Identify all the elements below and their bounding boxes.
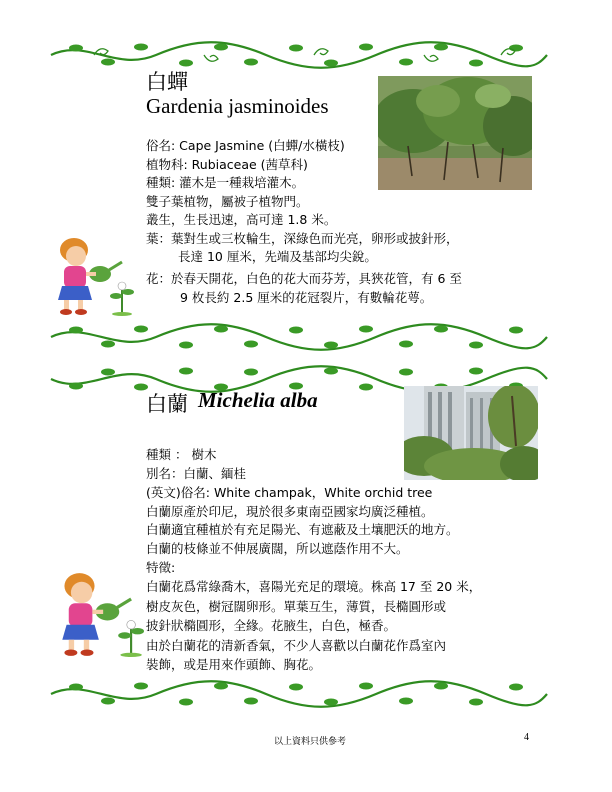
- section1-line-7: 長達 10 厘米，先端及基部均尖銳。: [178, 249, 377, 264]
- michelia-tree-photo: [404, 386, 538, 480]
- section2-line-9: 樹皮灰色，樹冠闊卵形。單葉互生，薄質，長橢圓形或: [146, 599, 447, 614]
- footer-note: 以上資料只供參考: [274, 737, 347, 747]
- section1-line-6: 葉：葉對生或三枚輪生，深綠色而光亮，卵形或披針形，: [146, 230, 459, 246]
- girl-watering-plant-illustration-2: [58, 570, 144, 658]
- section2-line-1: 種類 ： 樹木: [146, 447, 217, 462]
- section1-line-5: 叢生，生長迅速，高可達 1.8 米。: [146, 212, 337, 227]
- section2-line-8: 白蘭花爲常綠喬木，喜陽光充足的環境。株高 17 至 20 米，: [146, 579, 482, 594]
- section1-title-zh: 白蟬: [146, 70, 188, 94]
- section1-line-4: 雙子葉植物，屬被子植物門。: [146, 193, 309, 209]
- section2-title-latin: Michelia alba: [198, 388, 318, 412]
- gardenia-shrub-photo: [378, 76, 532, 190]
- section2-line-7: 特徵:: [146, 560, 176, 575]
- vine-divider-middle: [46, 320, 552, 354]
- section1-line-2: 植物科: Rubiaceae (茜草科): [146, 156, 308, 172]
- section2-line-6: 白蘭的枝條並不伸展廣闊，所以遮蔭作用不大。: [146, 541, 409, 556]
- section2-line-12: 裝飾，或是用來作頭飾、胸花。: [146, 657, 322, 672]
- section2-line-5: 白蘭適宜種植於有充足陽光、有遮蔽及土壤肥沃的地方。: [146, 522, 459, 537]
- section2-line-11: 由於白蘭花的清新香氣，不少人喜歡以白蘭花作爲室內: [146, 638, 447, 653]
- section1-line-9: 9 枚長約 2.5 厘米的花冠裂片，有數輪花萼。: [180, 289, 433, 305]
- section2-line-2: 別名：白蘭、緬桂: [146, 466, 247, 481]
- section1-line-8: 花：於春天開花，白色的花大而芬芳，具狹花管，有 6 至: [146, 271, 462, 286]
- page-number: 4: [524, 732, 529, 743]
- vine-divider-top: [46, 38, 552, 72]
- vine-divider-bottom: [46, 677, 552, 711]
- section2-line-3: (英文)俗名: White champak，White orchid tree: [146, 485, 433, 500]
- section1-line-3: 種類: 灌木是一種栽培灌木。: [146, 175, 305, 190]
- section1-line-1: 俗名: Cape Jasmine (白蟬/水橫枝): [146, 138, 345, 153]
- section2-line-4: 白蘭原產於印尼，現於很多東南亞國家均廣泛種植。: [146, 504, 434, 519]
- girl-watering-plant-illustration: [54, 236, 134, 316]
- section2-title-zh: 白蘭: [146, 392, 188, 416]
- section1-title-latin: Gardenia jasminoides: [146, 94, 329, 118]
- section2-line-10: 披針狀橢圓形，全緣。花腋生，白色，極香。: [146, 618, 397, 633]
